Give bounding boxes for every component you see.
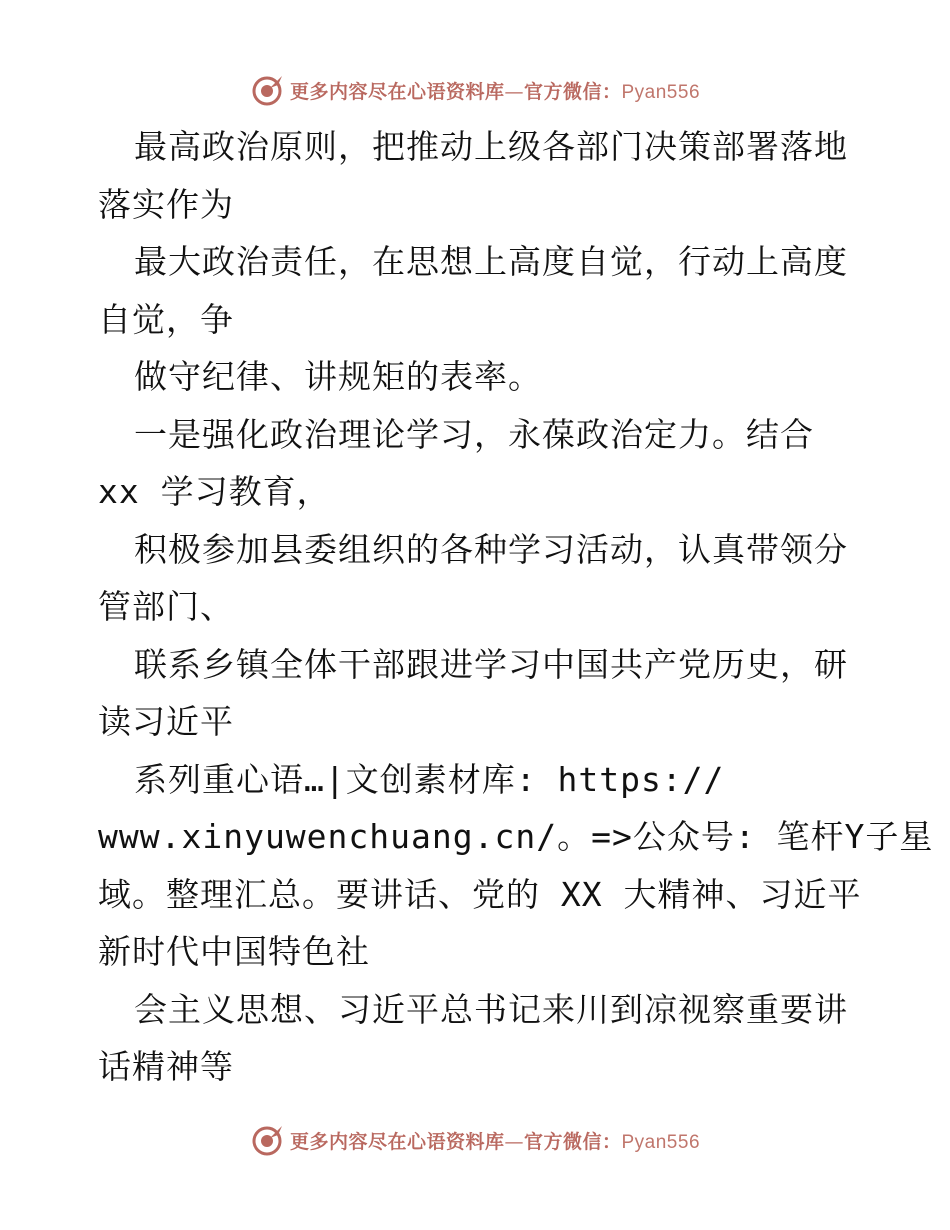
body-line: 最高政治原则，把推动上级各部门决策部署落地 <box>134 127 848 166</box>
header-brand: 更多内容尽在心语资料库 <box>289 80 505 103</box>
footer-text <box>290 1127 700 1154</box>
body-line: 最大政治责任，在思想上高度自觉，行动上高度 <box>134 242 848 281</box>
body-line: 自觉，争 <box>98 299 234 339</box>
body-line: xx 学习教育， <box>98 472 331 511</box>
body-line: 域。整理汇总。要讲话、党的 XX 大精神、习近平 <box>98 874 862 914</box>
header-official: 官方微信： <box>523 80 622 103</box>
header-separator: — <box>504 80 524 103</box>
header-text <box>290 77 700 104</box>
header-wechat-id: Pyan556 <box>621 81 701 103</box>
document-body <box>98 118 934 1096</box>
footer-official: 官方微信： <box>523 1130 622 1153</box>
footer-wechat-id: Pyan556 <box>621 1131 701 1153</box>
body-line: 管部门、 <box>98 587 234 626</box>
body-line: 联系乡镇全体干部跟进学习中国共产党历史，研 <box>134 644 848 684</box>
quill-seal-icon <box>250 1123 284 1157</box>
body-line: 落实作为 <box>98 184 234 224</box>
quill-seal-icon <box>250 73 284 107</box>
header-banner <box>0 70 950 110</box>
body-line: 系列重心语…|文创素材库: https:// <box>134 759 725 799</box>
body-line: 会主义思想、习近平总书记来川到凉视察重要讲 <box>134 989 848 1029</box>
body-line: 新时代中国特色社 <box>98 932 370 971</box>
body-line: www.xinyuwenchuang.cn/。=>公众号: 笔杆Y子星 <box>98 817 934 856</box>
body-line: 做守纪律、讲规矩的表率。 <box>134 357 542 396</box>
body-line: 读习近平 <box>98 702 234 741</box>
body-line: 积极参加县委组织的各种学习活动，认真带领分 <box>134 529 848 569</box>
footer-separator: — <box>504 1130 524 1153</box>
body-line: 话精神等 <box>98 1047 234 1086</box>
footer-banner <box>0 1120 950 1160</box>
body-line: 一是强化政治理论学习，永葆政治定力。结合 <box>134 414 814 454</box>
footer-brand: 更多内容尽在心语资料库 <box>289 1130 505 1153</box>
